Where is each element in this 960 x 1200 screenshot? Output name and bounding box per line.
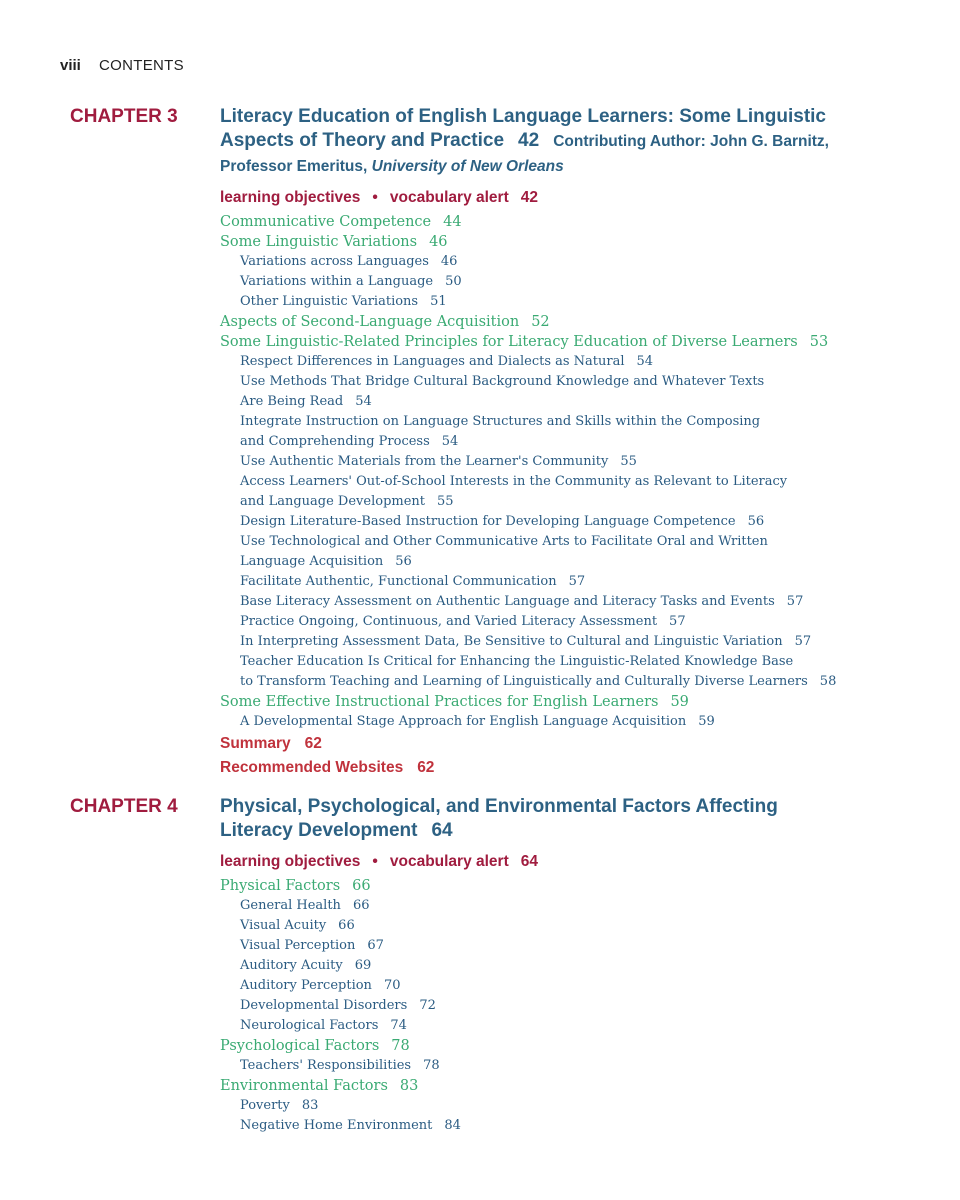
entry-text: General Health xyxy=(240,898,341,913)
entry-text: Integrate Instruction on Language Structures and Skills within the Composing xyxy=(240,414,761,429)
toc-entries xyxy=(220,212,880,732)
entry-page-number: 70 xyxy=(383,978,401,993)
toc-section-entry[interactable] xyxy=(220,232,880,252)
entry-text: Negative Home Environment xyxy=(240,1118,433,1133)
entry-page-number: 57 xyxy=(669,614,686,629)
entry-text: Teachers' Responsibilities xyxy=(240,1058,412,1073)
entry-page-number: 84 xyxy=(444,1118,461,1133)
chapter-page: 42 xyxy=(518,130,540,151)
endmatter-label: Summary xyxy=(220,735,291,752)
entry-text: Visual Perception xyxy=(240,938,356,953)
entry-page-number: 54 xyxy=(355,394,372,409)
running-head xyxy=(60,57,184,74)
toc-subsection-entry[interactable] xyxy=(220,532,880,572)
toc-subsection-entry[interactable] xyxy=(220,956,880,976)
toc-subsection-entry[interactable] xyxy=(220,252,880,272)
endmatter-entry[interactable] xyxy=(220,756,880,780)
entry-text: Poverty xyxy=(240,1098,290,1113)
bullet-separator: • xyxy=(372,853,378,870)
entry-text: Use Technological and Other Communicative Arts to Facilitate Oral and Written xyxy=(240,534,768,549)
entry-text: Other Linguistic Variations xyxy=(240,294,419,309)
toc-section-entry[interactable] xyxy=(220,692,880,712)
entry-page-number: 58 xyxy=(819,674,837,689)
contributor-university: University of New Orleans xyxy=(371,158,564,175)
entry-page-number: 50 xyxy=(445,274,462,289)
entry-page-number: 46 xyxy=(429,234,448,250)
entry-page-number: 55 xyxy=(437,494,454,509)
toc-section-entry[interactable] xyxy=(220,312,880,332)
entry-page-number: 67 xyxy=(367,938,384,953)
toc-section-entry[interactable] xyxy=(220,876,880,896)
toc-subsection-entry[interactable] xyxy=(220,592,880,612)
chapter-title-line2: Literacy Development xyxy=(220,820,418,841)
chapter-page: 64 xyxy=(431,820,453,841)
toc-subsection-entry[interactable] xyxy=(220,612,880,632)
entry-page-number: 72 xyxy=(419,998,436,1013)
toc-subsection-entry[interactable] xyxy=(220,916,880,936)
chapter-body xyxy=(220,105,880,780)
entry-page-number: 83 xyxy=(301,1098,319,1113)
entry-text: Psychological Factors xyxy=(220,1038,380,1054)
entry-page-number: 57 xyxy=(568,574,586,589)
vocabulary-alert-label[interactable]: vocabulary alert xyxy=(389,189,509,206)
chapter-title-line2: Aspects of Theory and Practice xyxy=(220,130,505,151)
entry-page-number: 78 xyxy=(423,1058,440,1073)
entry-text: Respect Differences in Languages and Dialects as Natural xyxy=(240,354,625,369)
entry-page-number: 44 xyxy=(443,214,462,230)
entry-text: Base Literacy Assessment on Authentic Language and Literacy Tasks and Events xyxy=(240,594,775,609)
chapter-label: CHAPTER 4 xyxy=(70,796,178,817)
toc-subsection-entry[interactable] xyxy=(220,1016,880,1036)
toc-subsection-entry[interactable] xyxy=(220,936,880,956)
entry-page-number: 66 xyxy=(352,898,370,913)
chapter-title[interactable] xyxy=(220,795,880,843)
learning-objectives-label[interactable]: learning objectives xyxy=(220,189,361,206)
entry-text: Some Linguistic Variations xyxy=(220,234,418,250)
endmatter-entry[interactable] xyxy=(220,732,880,756)
entry-page-number: 53 xyxy=(809,334,829,350)
toc-subsection-entry[interactable] xyxy=(220,1056,880,1076)
endmatter-list xyxy=(220,732,880,780)
toc-subsection-entry[interactable] xyxy=(220,352,880,372)
entry-page-number: 59 xyxy=(698,714,715,729)
entry-text: A Developmental Stage Approach for English Language Acquisition xyxy=(240,714,687,729)
objectives-page: 42 xyxy=(520,189,539,206)
contributor-line xyxy=(220,154,880,179)
page-folio: viii xyxy=(60,57,81,74)
chapter-title[interactable] xyxy=(220,105,880,179)
entry-text: Variations across Languages xyxy=(240,254,429,269)
entry-text: Developmental Disorders xyxy=(240,998,408,1013)
objectives-page: 64 xyxy=(520,853,539,870)
running-head-title: CONTENTS xyxy=(99,57,184,74)
entry-page-number: 69 xyxy=(354,958,372,973)
entry-text: Physical Factors xyxy=(220,878,341,894)
chapter-title-line1: Physical, Psychological, and Environmental Factors Affecting xyxy=(220,796,778,817)
toc-subsection-entry[interactable] xyxy=(220,372,880,412)
toc-subsection-entry[interactable] xyxy=(220,652,880,692)
entry-page-number: 52 xyxy=(531,314,550,330)
toc-subsection-entry[interactable] xyxy=(220,712,880,732)
entry-text: Practice Ongoing, Continuous, and Varied Literacy Assessment xyxy=(240,614,658,629)
entry-text: Visual Acuity xyxy=(240,918,327,933)
entry-text: Are Being Read xyxy=(240,394,344,409)
toc-subsection-entry[interactable] xyxy=(220,292,880,312)
entry-page-number: 66 xyxy=(352,878,371,894)
contributor-title: Professor Emeritus, xyxy=(220,158,368,175)
toc-subsection-entry[interactable] xyxy=(220,512,880,532)
entry-page-number: 51 xyxy=(430,294,447,309)
entry-page-number: 54 xyxy=(441,434,459,449)
toc-section-entry[interactable] xyxy=(220,1076,880,1096)
toc-subsection-entry[interactable] xyxy=(220,1116,880,1136)
toc-entries xyxy=(220,876,880,1136)
toc-section-entry[interactable] xyxy=(220,212,880,232)
entry-page-number: 83 xyxy=(399,1078,419,1094)
entry-page-number: 54 xyxy=(636,354,654,369)
entry-text: and Comprehending Process xyxy=(240,434,430,449)
entry-page-number: 59 xyxy=(670,694,689,710)
entry-text: Design Literature-Based Instruction for Developing Language Competence xyxy=(240,514,736,529)
entry-page-number: 56 xyxy=(395,554,412,569)
objectives-line xyxy=(220,187,880,209)
entry-page-number: 56 xyxy=(747,514,765,529)
entry-page-number: 57 xyxy=(786,594,804,609)
entry-text: Aspects of Second-Language Acquisition xyxy=(220,314,520,330)
entry-text: Neurological Factors xyxy=(240,1018,379,1033)
entry-page-number: 55 xyxy=(620,454,637,469)
entry-text: Access Learners' Out-of-School Interests in the Community as Relevant to Literacy xyxy=(240,474,788,489)
entry-page-number: 74 xyxy=(390,1018,407,1033)
toc-subsection-entry[interactable] xyxy=(220,1096,880,1116)
toc-section-entry[interactable] xyxy=(220,332,880,352)
entry-text: Environmental Factors xyxy=(220,1078,388,1094)
entry-page-number: 57 xyxy=(794,634,812,649)
entry-text: and Language Development xyxy=(240,494,426,509)
entry-page-number: 66 xyxy=(338,918,355,933)
bullet-separator: • xyxy=(372,189,378,206)
objectives-line xyxy=(220,851,880,873)
entry-text: Use Methods That Bridge Cultural Background Knowledge and Whatever Texts xyxy=(240,374,765,389)
chapter-title-line1: Literacy Education of English Language Learners: Some Linguistic xyxy=(220,106,826,127)
entry-text: Some Effective Instructional Practices for English Learners xyxy=(220,694,659,710)
entry-text: to Transform Teaching and Learning of Linguistically and Culturally Diverse Learners xyxy=(240,674,808,689)
vocabulary-alert-label[interactable]: vocabulary alert xyxy=(389,853,509,870)
toc-subsection-entry[interactable] xyxy=(220,272,880,292)
contributor-label: Contributing Author: John G. Barnitz, xyxy=(553,133,829,150)
toc-subsection-entry[interactable] xyxy=(220,996,880,1016)
entry-text: Teacher Education Is Critical for Enhancing the Linguistic-Related Knowledge Base xyxy=(240,654,794,669)
toc-subsection-entry[interactable] xyxy=(220,452,880,472)
endmatter-label: Recommended Websites xyxy=(220,759,404,776)
learning-objectives-label[interactable]: learning objectives xyxy=(220,853,361,870)
toc-subsection-entry[interactable] xyxy=(220,976,880,996)
entry-text: Language Acquisition xyxy=(240,554,384,569)
toc-section-entry[interactable] xyxy=(220,1036,880,1056)
endmatter-page-number: 62 xyxy=(417,759,435,776)
toc-subsection-entry[interactable] xyxy=(220,896,880,916)
toc-subsection-entry[interactable] xyxy=(220,472,880,512)
toc-subsection-entry[interactable] xyxy=(220,572,880,592)
entry-text: Some Linguistic-Related Principles for Literacy Education of Diverse Learners xyxy=(220,334,798,350)
chapter-body xyxy=(220,795,880,1136)
entry-text: Auditory Acuity xyxy=(240,958,343,973)
toc-subsection-entry[interactable] xyxy=(220,412,880,452)
entry-page-number: 78 xyxy=(391,1038,410,1054)
endmatter-page-number: 62 xyxy=(304,735,322,752)
entry-text: Communicative Competence xyxy=(220,214,432,230)
toc-subsection-entry[interactable] xyxy=(220,632,880,652)
entry-text: In Interpreting Assessment Data, Be Sensitive to Cultural and Linguistic Variation xyxy=(240,634,783,649)
entry-text: Auditory Perception xyxy=(240,978,372,993)
entry-text: Variations within a Language xyxy=(240,274,434,289)
chapter-label: CHAPTER 3 xyxy=(70,106,178,127)
entry-text: Facilitate Authentic, Functional Communication xyxy=(240,574,557,589)
entry-page-number: 46 xyxy=(440,254,458,269)
entry-text: Use Authentic Materials from the Learner's Community xyxy=(240,454,609,469)
